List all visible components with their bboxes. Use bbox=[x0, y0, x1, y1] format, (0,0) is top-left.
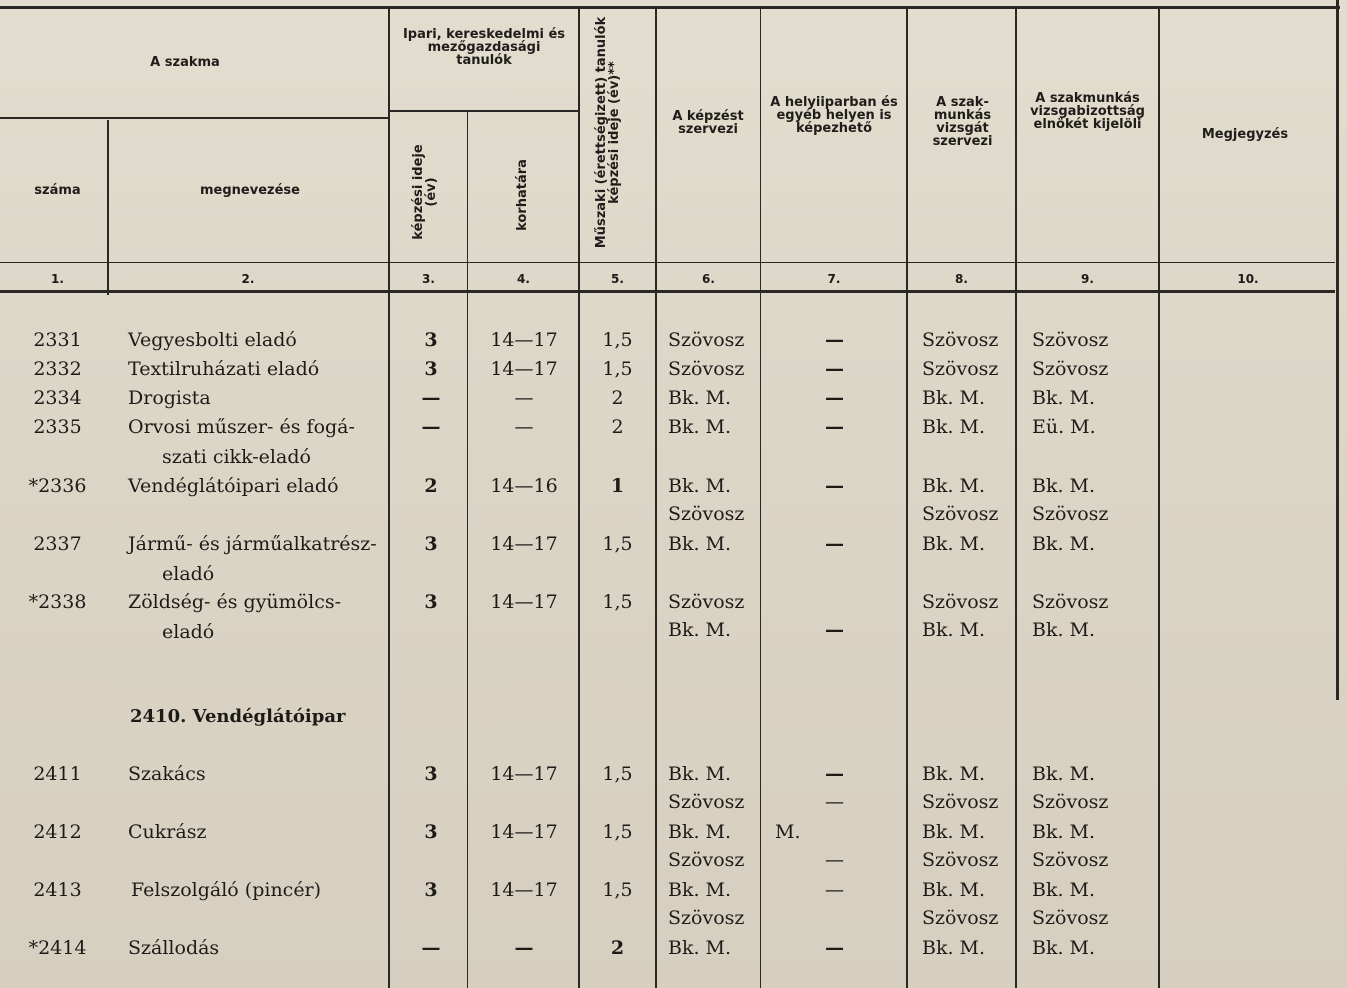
colnum-4: 4. bbox=[517, 272, 530, 286]
row-name: Jármű- és járműalkatrész- bbox=[128, 533, 377, 555]
row-exam-organizer-second: Bk. M. bbox=[922, 619, 986, 641]
section-title: 2410. Vendéglátóipar bbox=[130, 706, 346, 727]
row-organizer: Bk. M. bbox=[668, 821, 732, 843]
row-number: 2411 bbox=[33, 763, 82, 785]
row-organizer-second: Bk. M. bbox=[668, 619, 732, 641]
row-organizer: Bk. M. bbox=[668, 763, 732, 785]
colnum-9: 9. bbox=[1081, 272, 1094, 286]
col-divider-7 bbox=[906, 8, 908, 988]
row-age-limit: 14—17 bbox=[490, 821, 558, 843]
header-korhatara: korhatára bbox=[515, 159, 530, 231]
row-training-years: — bbox=[421, 937, 441, 959]
row-technical-years: 1,5 bbox=[602, 821, 633, 843]
row-number: 2331 bbox=[33, 329, 82, 351]
row-name: Vegyesbolti eladó bbox=[128, 329, 297, 351]
row-name: Vendéglátóipari eladó bbox=[128, 475, 339, 497]
row-technical-years: 2 bbox=[611, 387, 624, 409]
row-committee-second: Szövosz bbox=[1032, 849, 1109, 871]
row-exam-organizer: Szövosz bbox=[922, 329, 999, 351]
colnum-5: 5. bbox=[611, 272, 624, 286]
row-exam-organizer: Bk. M. bbox=[922, 879, 986, 901]
row-technical-years: 2 bbox=[611, 416, 624, 438]
header-kepzesi-ideje: képzési ideje (év) bbox=[411, 144, 439, 240]
row-training-years: 3 bbox=[424, 879, 438, 901]
row-name-continued: szati cikk-eladó bbox=[162, 446, 311, 468]
row-age-limit: 14—17 bbox=[490, 358, 558, 380]
row-age-limit: 14—17 bbox=[490, 533, 558, 555]
row-number: *2338 bbox=[28, 591, 87, 613]
row-technical-years: 1 bbox=[610, 475, 625, 497]
row-technical-years: 1,5 bbox=[602, 329, 633, 351]
row-number: 2335 bbox=[33, 416, 82, 438]
right-border bbox=[1336, 0, 1339, 700]
header-helyiipar: A helyiiparban és egyéb helyen is képezhető bbox=[770, 95, 898, 136]
row-number: 2334 bbox=[33, 387, 82, 409]
row-number: *2336 bbox=[28, 475, 87, 497]
row-local-industry-second: — bbox=[825, 791, 844, 813]
row-exam-organizer-second: Szövosz bbox=[922, 791, 999, 813]
row-name: Felszolgáló (pincér) bbox=[131, 879, 322, 901]
row-committee: Szövosz bbox=[1032, 329, 1109, 351]
row-name: Szállodás bbox=[128, 937, 220, 959]
row-number: 2412 bbox=[33, 821, 82, 843]
row-committee-second: Szövosz bbox=[1032, 907, 1109, 929]
header-sub-line-left bbox=[0, 117, 388, 119]
row-committee-second: Bk. M. bbox=[1032, 619, 1096, 641]
row-name: Textilruházati eladó bbox=[128, 358, 320, 380]
row-committee: Bk. M. bbox=[1032, 387, 1096, 409]
row-local-industry: — bbox=[825, 619, 844, 641]
col-divider-9 bbox=[1158, 8, 1160, 988]
row-name: Zöldség- és gyümölcs- bbox=[128, 591, 342, 613]
row-committee: Bk. M. bbox=[1032, 879, 1096, 901]
row-organizer: Bk. M. bbox=[668, 879, 732, 901]
row-local-industry: M. bbox=[775, 821, 801, 843]
col-divider-8 bbox=[1015, 8, 1017, 988]
row-exam-organizer: Bk. M. bbox=[922, 763, 986, 785]
colnum-10: 10. bbox=[1237, 272, 1259, 286]
row-committee: Eü. M. bbox=[1032, 416, 1096, 438]
row-local-industry: — bbox=[825, 475, 844, 497]
row-name-continued: eladó bbox=[162, 563, 215, 585]
colnum-3: 3. bbox=[422, 272, 435, 286]
row-training-years: 3 bbox=[424, 533, 438, 555]
row-age-limit: — bbox=[514, 387, 534, 409]
row-committee: Bk. M. bbox=[1032, 937, 1096, 959]
row-training-years: 3 bbox=[424, 329, 438, 351]
row-organizer-second: Szövosz bbox=[668, 907, 745, 929]
col-divider-2 bbox=[388, 8, 390, 988]
top-border bbox=[0, 6, 1340, 9]
row-local-industry: — bbox=[825, 879, 844, 901]
row-name: Szakács bbox=[128, 763, 206, 785]
row-technical-years: 1,5 bbox=[602, 879, 633, 901]
header-megnevezese: megnevezése bbox=[200, 183, 300, 198]
row-number: *2414 bbox=[28, 937, 87, 959]
row-exam-organizer: Bk. M. bbox=[922, 416, 986, 438]
row-number: 2337 bbox=[33, 533, 82, 555]
col-divider-6 bbox=[760, 8, 761, 988]
row-exam-organizer: Bk. M. bbox=[922, 475, 986, 497]
row-committee: Bk. M. bbox=[1032, 821, 1096, 843]
header-bottom-border bbox=[0, 290, 1335, 293]
row-technical-years: 1,5 bbox=[602, 763, 633, 785]
row-training-years: 3 bbox=[424, 358, 438, 380]
row-local-industry: — bbox=[825, 358, 844, 380]
row-committee: Bk. M. bbox=[1032, 475, 1096, 497]
row-training-years: 3 bbox=[424, 591, 438, 613]
row-technical-years: 1,5 bbox=[602, 358, 633, 380]
row-name: Cukrász bbox=[128, 821, 207, 843]
header-sub-line-ipari bbox=[388, 110, 580, 112]
row-training-years: — bbox=[421, 416, 441, 438]
row-age-limit: — bbox=[514, 416, 534, 438]
row-organizer: Bk. M. bbox=[668, 937, 732, 959]
row-name-continued: eladó bbox=[162, 621, 215, 643]
row-number: 2332 bbox=[33, 358, 82, 380]
header-szakma: A szakma bbox=[150, 55, 220, 70]
row-age-limit: — bbox=[514, 937, 534, 959]
row-exam-organizer: Bk. M. bbox=[922, 533, 986, 555]
row-local-industry: — bbox=[825, 533, 844, 555]
row-organizer: Bk. M. bbox=[668, 416, 732, 438]
header-bizottsag: A szakmunkás vizsgabizottság elnökét kijelöli bbox=[1030, 91, 1145, 132]
colnum-1: 1. bbox=[51, 272, 64, 286]
row-number: 2413 bbox=[33, 879, 82, 901]
colnum-2: 2. bbox=[241, 272, 255, 286]
row-organizer: Bk. M. bbox=[668, 533, 732, 555]
row-exam-organizer-second: Szövosz bbox=[922, 503, 999, 525]
row-exam-organizer: Szövosz bbox=[922, 358, 999, 380]
row-training-years: 2 bbox=[424, 475, 438, 497]
row-organizer-second: Szövosz bbox=[668, 503, 745, 525]
colnum-8: 8. bbox=[955, 272, 968, 286]
row-local-industry: — bbox=[825, 763, 844, 785]
row-organizer: Szövosz bbox=[668, 358, 745, 380]
header-kepzest-szervezi: A képzést szervezi bbox=[672, 109, 744, 137]
row-technical-years: 2 bbox=[610, 937, 625, 959]
header-szakmunkas-vizsga: A szakmunkás vizsgát szervezi bbox=[932, 95, 993, 149]
col-divider-3 bbox=[467, 112, 468, 988]
col-divider-1 bbox=[107, 120, 109, 295]
row-age-limit: 14—16 bbox=[490, 475, 558, 497]
row-exam-organizer: Bk. M. bbox=[922, 821, 986, 843]
colnum-7: 7. bbox=[827, 272, 841, 286]
row-local-industry: — bbox=[825, 329, 844, 351]
header-ipari: Ipari, kereskedelmi és mezőgazdasági tanulók bbox=[402, 27, 566, 68]
row-technical-years: 1,5 bbox=[602, 591, 633, 613]
row-organizer: Szövosz bbox=[668, 329, 745, 351]
row-committee-second: Szövosz bbox=[1032, 503, 1109, 525]
row-exam-organizer: Bk. M. bbox=[922, 937, 986, 959]
row-training-years: — bbox=[421, 387, 441, 409]
row-name: Drogista bbox=[128, 387, 211, 409]
header-megjegyzes: Megjegyzés bbox=[1201, 127, 1289, 142]
row-organizer-second: Szövosz bbox=[668, 791, 745, 813]
row-local-industry: — bbox=[825, 416, 844, 438]
row-exam-organizer-second: Szövosz bbox=[922, 849, 999, 871]
row-exam-organizer: Bk. M. bbox=[922, 387, 986, 409]
row-organizer: Bk. M. bbox=[668, 387, 732, 409]
col-divider-5 bbox=[655, 8, 657, 988]
row-committee: Bk. M. bbox=[1032, 533, 1096, 555]
row-organizer: Szövosz bbox=[668, 591, 745, 613]
row-local-industry: — bbox=[825, 387, 844, 409]
row-organizer-second: Szövosz bbox=[668, 849, 745, 871]
colnum-line-top bbox=[0, 262, 1335, 263]
row-committee: Szövosz bbox=[1032, 591, 1109, 613]
row-training-years: 3 bbox=[424, 763, 438, 785]
colnum-6: 6. bbox=[702, 272, 715, 286]
row-age-limit: 14—17 bbox=[490, 591, 558, 613]
row-training-years: 3 bbox=[424, 821, 438, 843]
row-age-limit: 14—17 bbox=[490, 763, 558, 785]
row-technical-years: 1,5 bbox=[602, 533, 633, 555]
row-organizer: Bk. M. bbox=[668, 475, 732, 497]
row-name: Orvosi műszer- és fogá- bbox=[128, 416, 355, 438]
row-exam-organizer: Szövosz bbox=[922, 591, 999, 613]
row-local-industry-second: — bbox=[825, 849, 844, 871]
header-szama: száma bbox=[34, 183, 81, 198]
row-committee: Szövosz bbox=[1032, 358, 1109, 380]
row-exam-organizer-second: Szövosz bbox=[922, 907, 999, 929]
row-committee: Bk. M. bbox=[1032, 763, 1096, 785]
row-age-limit: 14—17 bbox=[490, 879, 558, 901]
header-muszaki: Műszaki (érettségizett) tanulók képzési ideje (év)** bbox=[594, 16, 622, 249]
row-local-industry: — bbox=[825, 937, 844, 959]
row-age-limit: 14—17 bbox=[490, 329, 558, 351]
row-committee-second: Szövosz bbox=[1032, 791, 1109, 813]
